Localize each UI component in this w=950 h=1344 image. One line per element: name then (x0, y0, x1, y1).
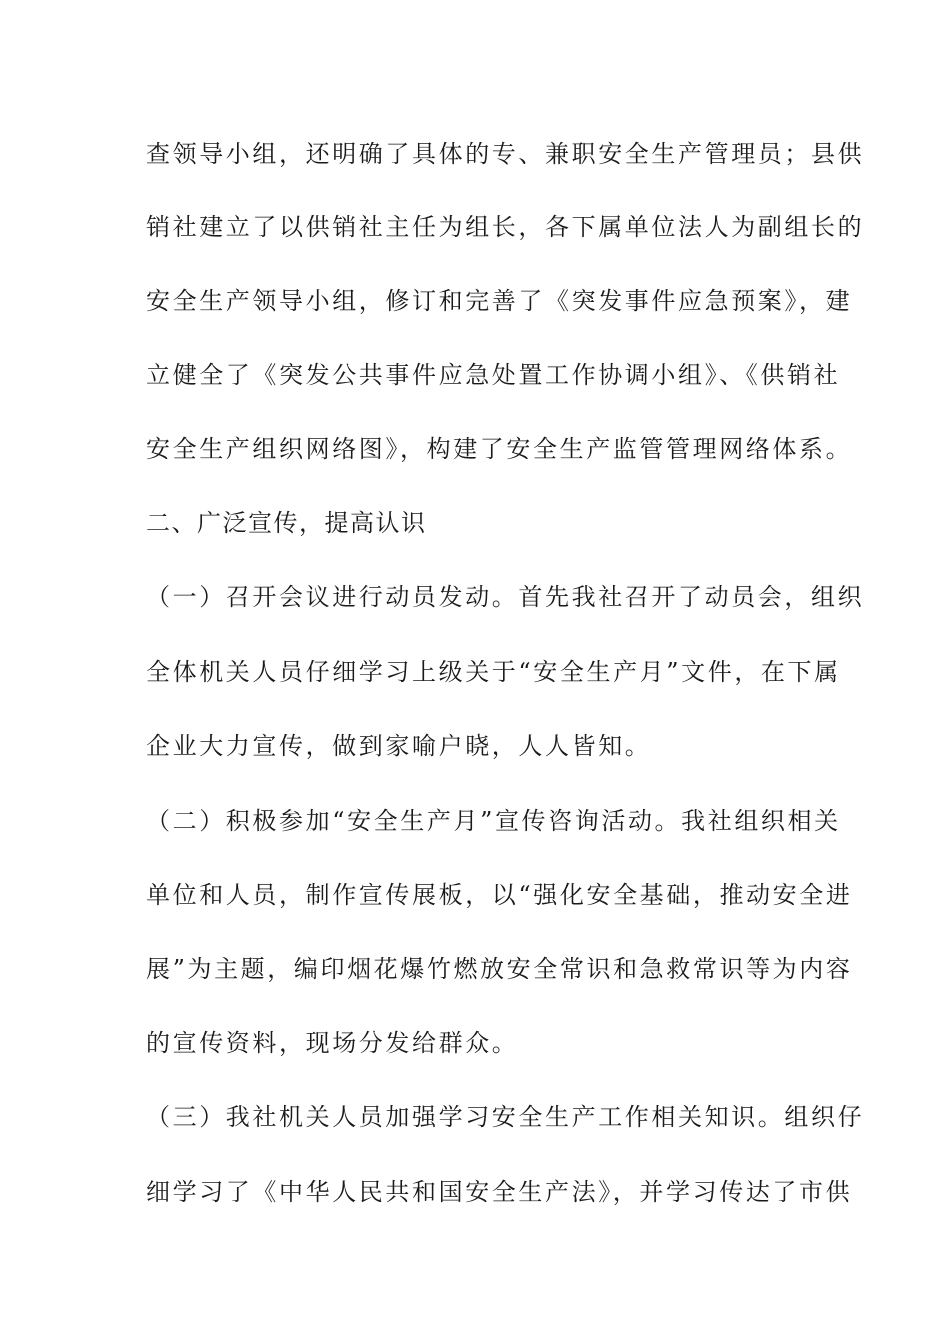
text-line: 安全生产领导小组，修订和完善了《突发事件应急预案》，建 (146, 287, 853, 315)
text-line: 单位和人员，制作宣传展板，以“强化安全基础，推动安全进 (146, 881, 853, 909)
text-line: 的宣传资料，现场分发给群众。 (146, 1029, 519, 1057)
text-line: 企业大力宣传，做到家喻户晓，人人皆知。 (146, 732, 652, 760)
text-line: 销社建立了以供销社主任为组长，各下属单位法人为副组长的 (146, 213, 865, 241)
section-heading: 二、广泛宣传，提高认识 (146, 509, 427, 537)
text-line: 细学习了《中华人民共和国安全生产法》，并学习传达了市供 (146, 1178, 853, 1206)
text-line: （三）我社机关人员加强学习安全生产工作相关知识。组织仔 (146, 1103, 865, 1131)
text-line: 全体机关人员仔细学习上级关于“安全生产月”文件，在下属 (146, 658, 841, 686)
text-line: 查领导小组，还明确了具体的专、兼职安全生产管理员；县供 (146, 140, 865, 168)
text-line: （一）召开会议进行动员发动。首先我社召开了动员会，组织 (146, 583, 865, 611)
text-line: 展”为主题，编印烟花爆竹燃放安全常识和急救常识等为内容 (146, 955, 853, 983)
text-line: 安全生产组织网络图》，构建了安全生产监管管理网络体系。 (146, 435, 853, 463)
text-line: 立健全了《突发公共事件应急处置工作协调小组》、《供销社 (146, 361, 841, 389)
text-line: （二）积极参加“安全生产月”宣传咨询活动。我社组织相关 (146, 807, 841, 835)
